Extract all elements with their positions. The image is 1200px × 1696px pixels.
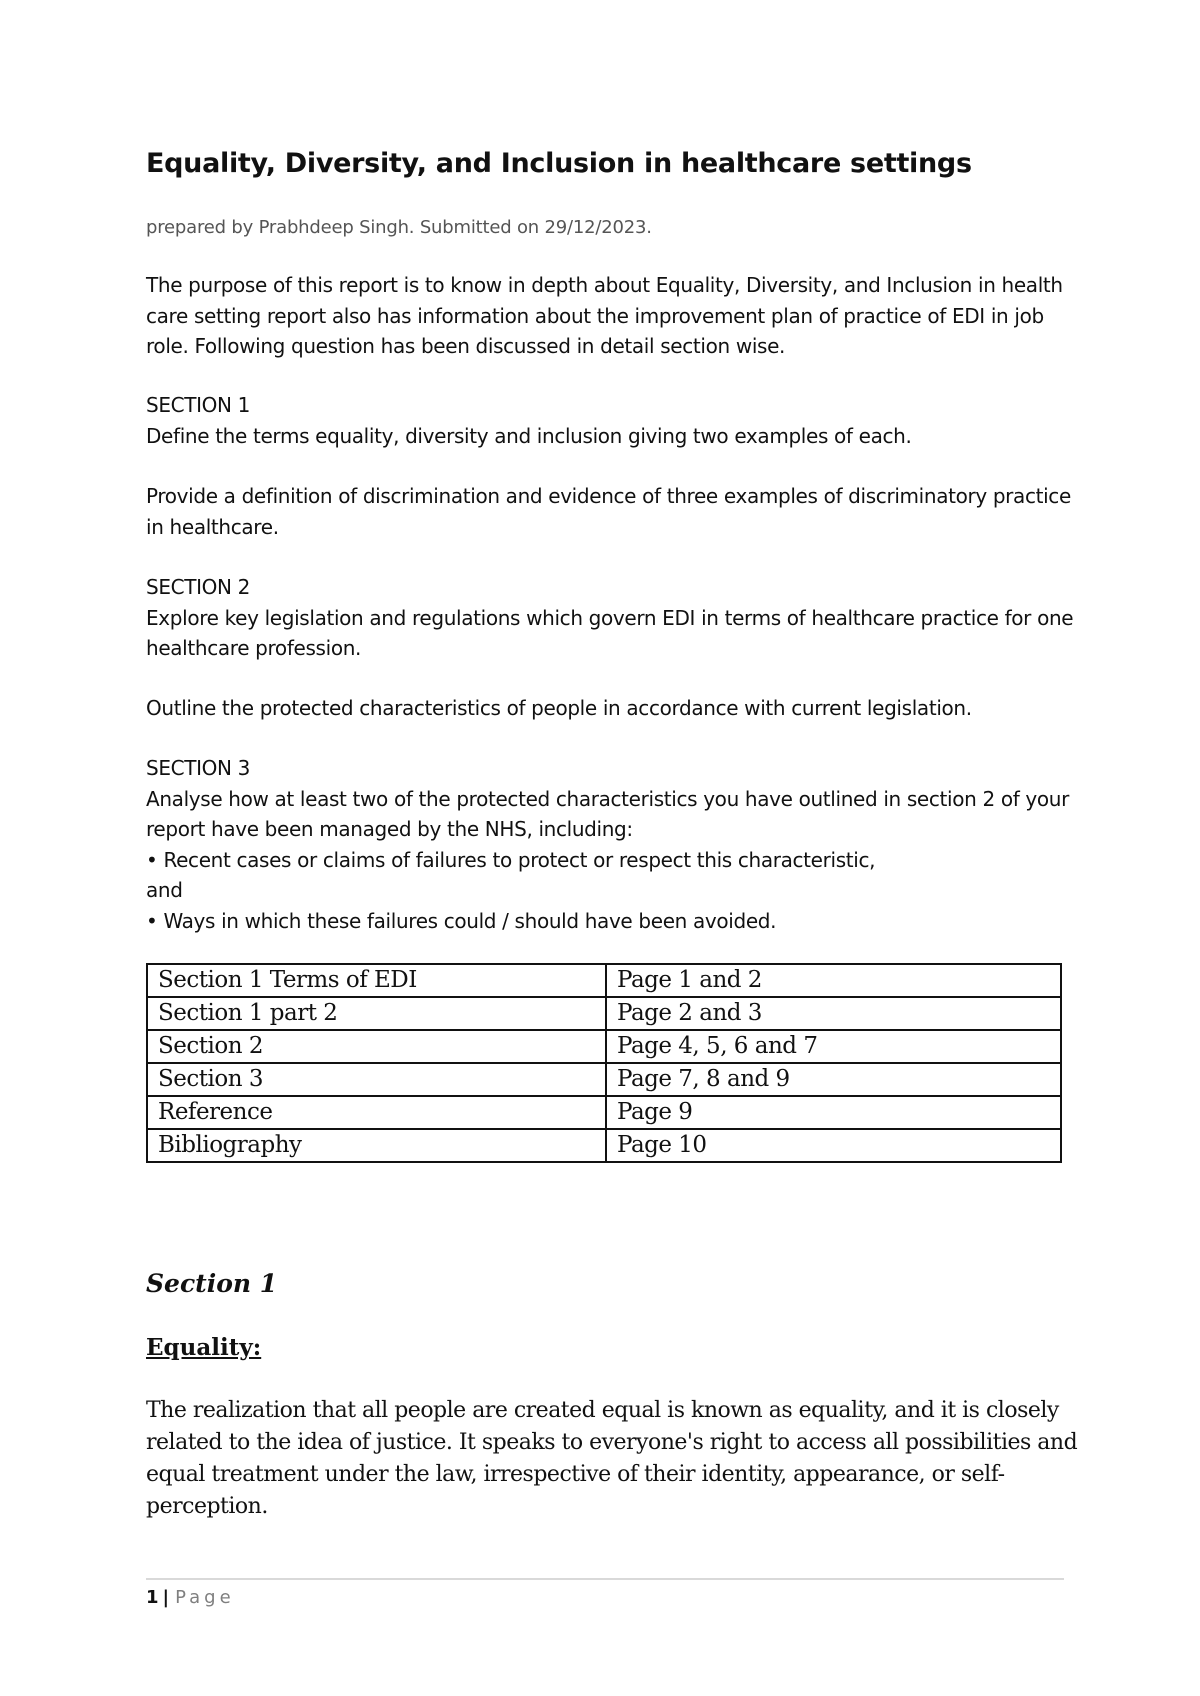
page-footer [146,1587,235,1608]
toc-pages-cell: Page 9 [606,1096,1061,1129]
toc-pages-cell: Page 2 and 3 [606,997,1061,1030]
equality-paragraph: The realization that all people are created equal is known as equality, and it is closely related to the idea of justice. It speaks to everyone's right to access all possibilities and equal treatment under the law, irrespective of their identity, appearance, or self-perception. [146,1398,1078,1519]
section-3-bullet-1: • Recent cases or claims of failures to protect or respect this characteristic, [146,847,876,872]
section-3-bullet-2: • Ways in which these failures could / should have been avoided. [146,908,777,933]
table-row [147,1096,1061,1129]
section-3-question-1: Analyse how at least two of the protected characteristics you have outlined in section 2 of your report have been managed by the NHS, including: [146,786,1069,841]
footer-divider [146,1578,1064,1580]
document-subtitle: prepared by Prabhdeep Singh. Submitted on 29/12/2023. [146,217,652,238]
toc-section-cell: Section 3 [147,1063,606,1096]
footer-separator: | [162,1587,170,1608]
table-row [147,1063,1061,1096]
section-2-question-1: Explore key legislation and regulations which govern EDI in terms of healthcare practice for one healthcare profession. [146,605,1074,660]
section-2-question-2: Outline the protected characteristics of people in accordance with current legislation. [146,696,972,720]
toc-section-cell: Section 2 [147,1030,606,1063]
contents-table [146,963,1062,1163]
table-row [147,1129,1061,1162]
toc-section-cell: Bibliography [147,1129,606,1162]
section-3-connector: and [146,878,183,902]
section-2-block [146,572,1076,664]
equality-heading: Equality: [146,1334,262,1361]
toc-pages-cell: Page 10 [606,1129,1061,1162]
intro-paragraph: The purpose of this report is to know in depth about Equality, Diversity, and Inclusion in health care setting report also has information about the improvement plan of practice of EDI in job role. Following question has been discussed in detail section wise. [146,273,1063,358]
section-1-block [146,390,1076,451]
toc-section-cell: Section 1 Terms of EDI [147,964,606,997]
table-row [147,1030,1061,1063]
section-3-block [146,753,1076,936]
toc-pages-cell: Page 1 and 2 [606,964,1061,997]
section-1-heading: Section 1 [146,1269,278,1298]
toc-pages-cell: Page 7, 8 and 9 [606,1063,1061,1096]
toc-section-cell: Reference [147,1096,606,1129]
table-row [147,964,1061,997]
toc-section-cell: Section 1 part 2 [147,997,606,1030]
toc-pages-cell: Page 4, 5, 6 and 7 [606,1030,1061,1063]
footer-page-label: Page [175,1587,235,1608]
section-1-question-1: Define the terms equality, diversity and inclusion giving two examples of each. [146,423,912,448]
section-2-label: SECTION 2 [146,575,251,599]
table-row [147,997,1061,1030]
section-1-label: SECTION 1 [146,393,251,417]
section-3-label: SECTION 3 [146,756,251,780]
footer-page-number: 1 [146,1587,159,1608]
section-1-question-2: Provide a definition of discrimination and evidence of three examples of discriminatory practice in healthcare. [146,484,1071,539]
document-title: Equality, Diversity, and Inclusion in healthcare settings [146,148,972,179]
